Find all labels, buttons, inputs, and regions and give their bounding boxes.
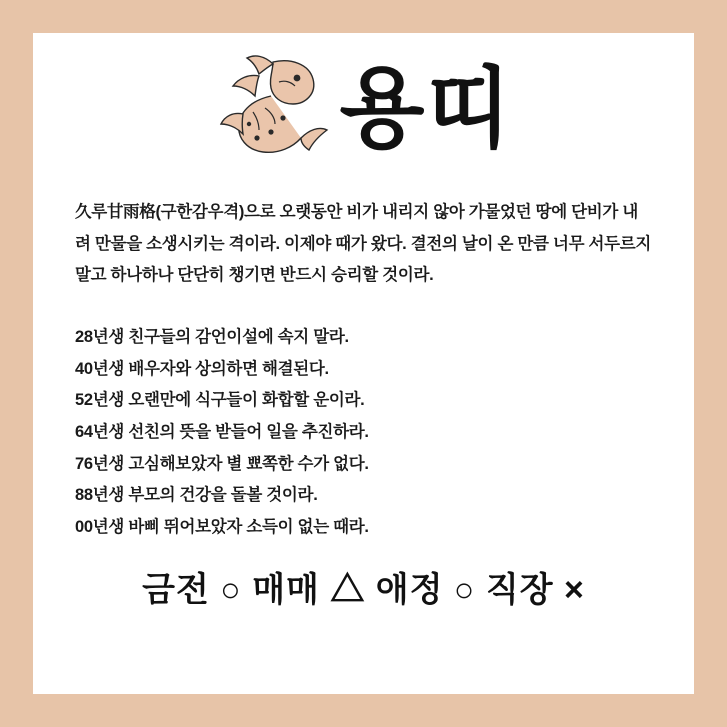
list-item: 40년생 배우자와 상의하면 해결된다.: [75, 359, 329, 378]
year-fortune-list: [75, 322, 652, 544]
list-item: 64년생 선친의 뜻을 받들어 일을 추진하라.: [75, 423, 369, 442]
list-item: 52년생 오랜만에 식구들이 화합할 운이라.: [75, 391, 365, 410]
fortune-paragraph: [75, 197, 652, 292]
summary-text: 금전 ○ 매매 △ 애정 ○ 직장 ×: [142, 570, 585, 609]
dragon-icon: [213, 52, 333, 167]
list-item: 76년생 고심해보았자 별 뾰쪽한 수가 없다.: [75, 454, 369, 473]
summary-bar: [33, 562, 694, 611]
list-item: 28년생 친구들의 감언이설에 속지 말라.: [75, 328, 349, 347]
fortune-card: [33, 33, 694, 694]
page-title: 용띠: [339, 59, 514, 158]
fortune-paragraph-text: 久루甘雨格(구한감우격)으로 오랫동안 비가 내리지 않아 가물었던 땅에 단비가 내려 만물을 소생시키는 격이라. 이제야 때가 왔다. 결전의 날이 온 만큼 너무 서두르지 말고 하나하나 단단히 챙기면 반드시 승리할 것이라.: [75, 203, 652, 285]
list-item: 88년생 부모의 건강을 돌볼 것이라.: [75, 486, 318, 505]
list-item: 00년생 바삐 뛰어보았자 소득이 없는 때라.: [75, 518, 369, 537]
card-header: [33, 33, 694, 163]
